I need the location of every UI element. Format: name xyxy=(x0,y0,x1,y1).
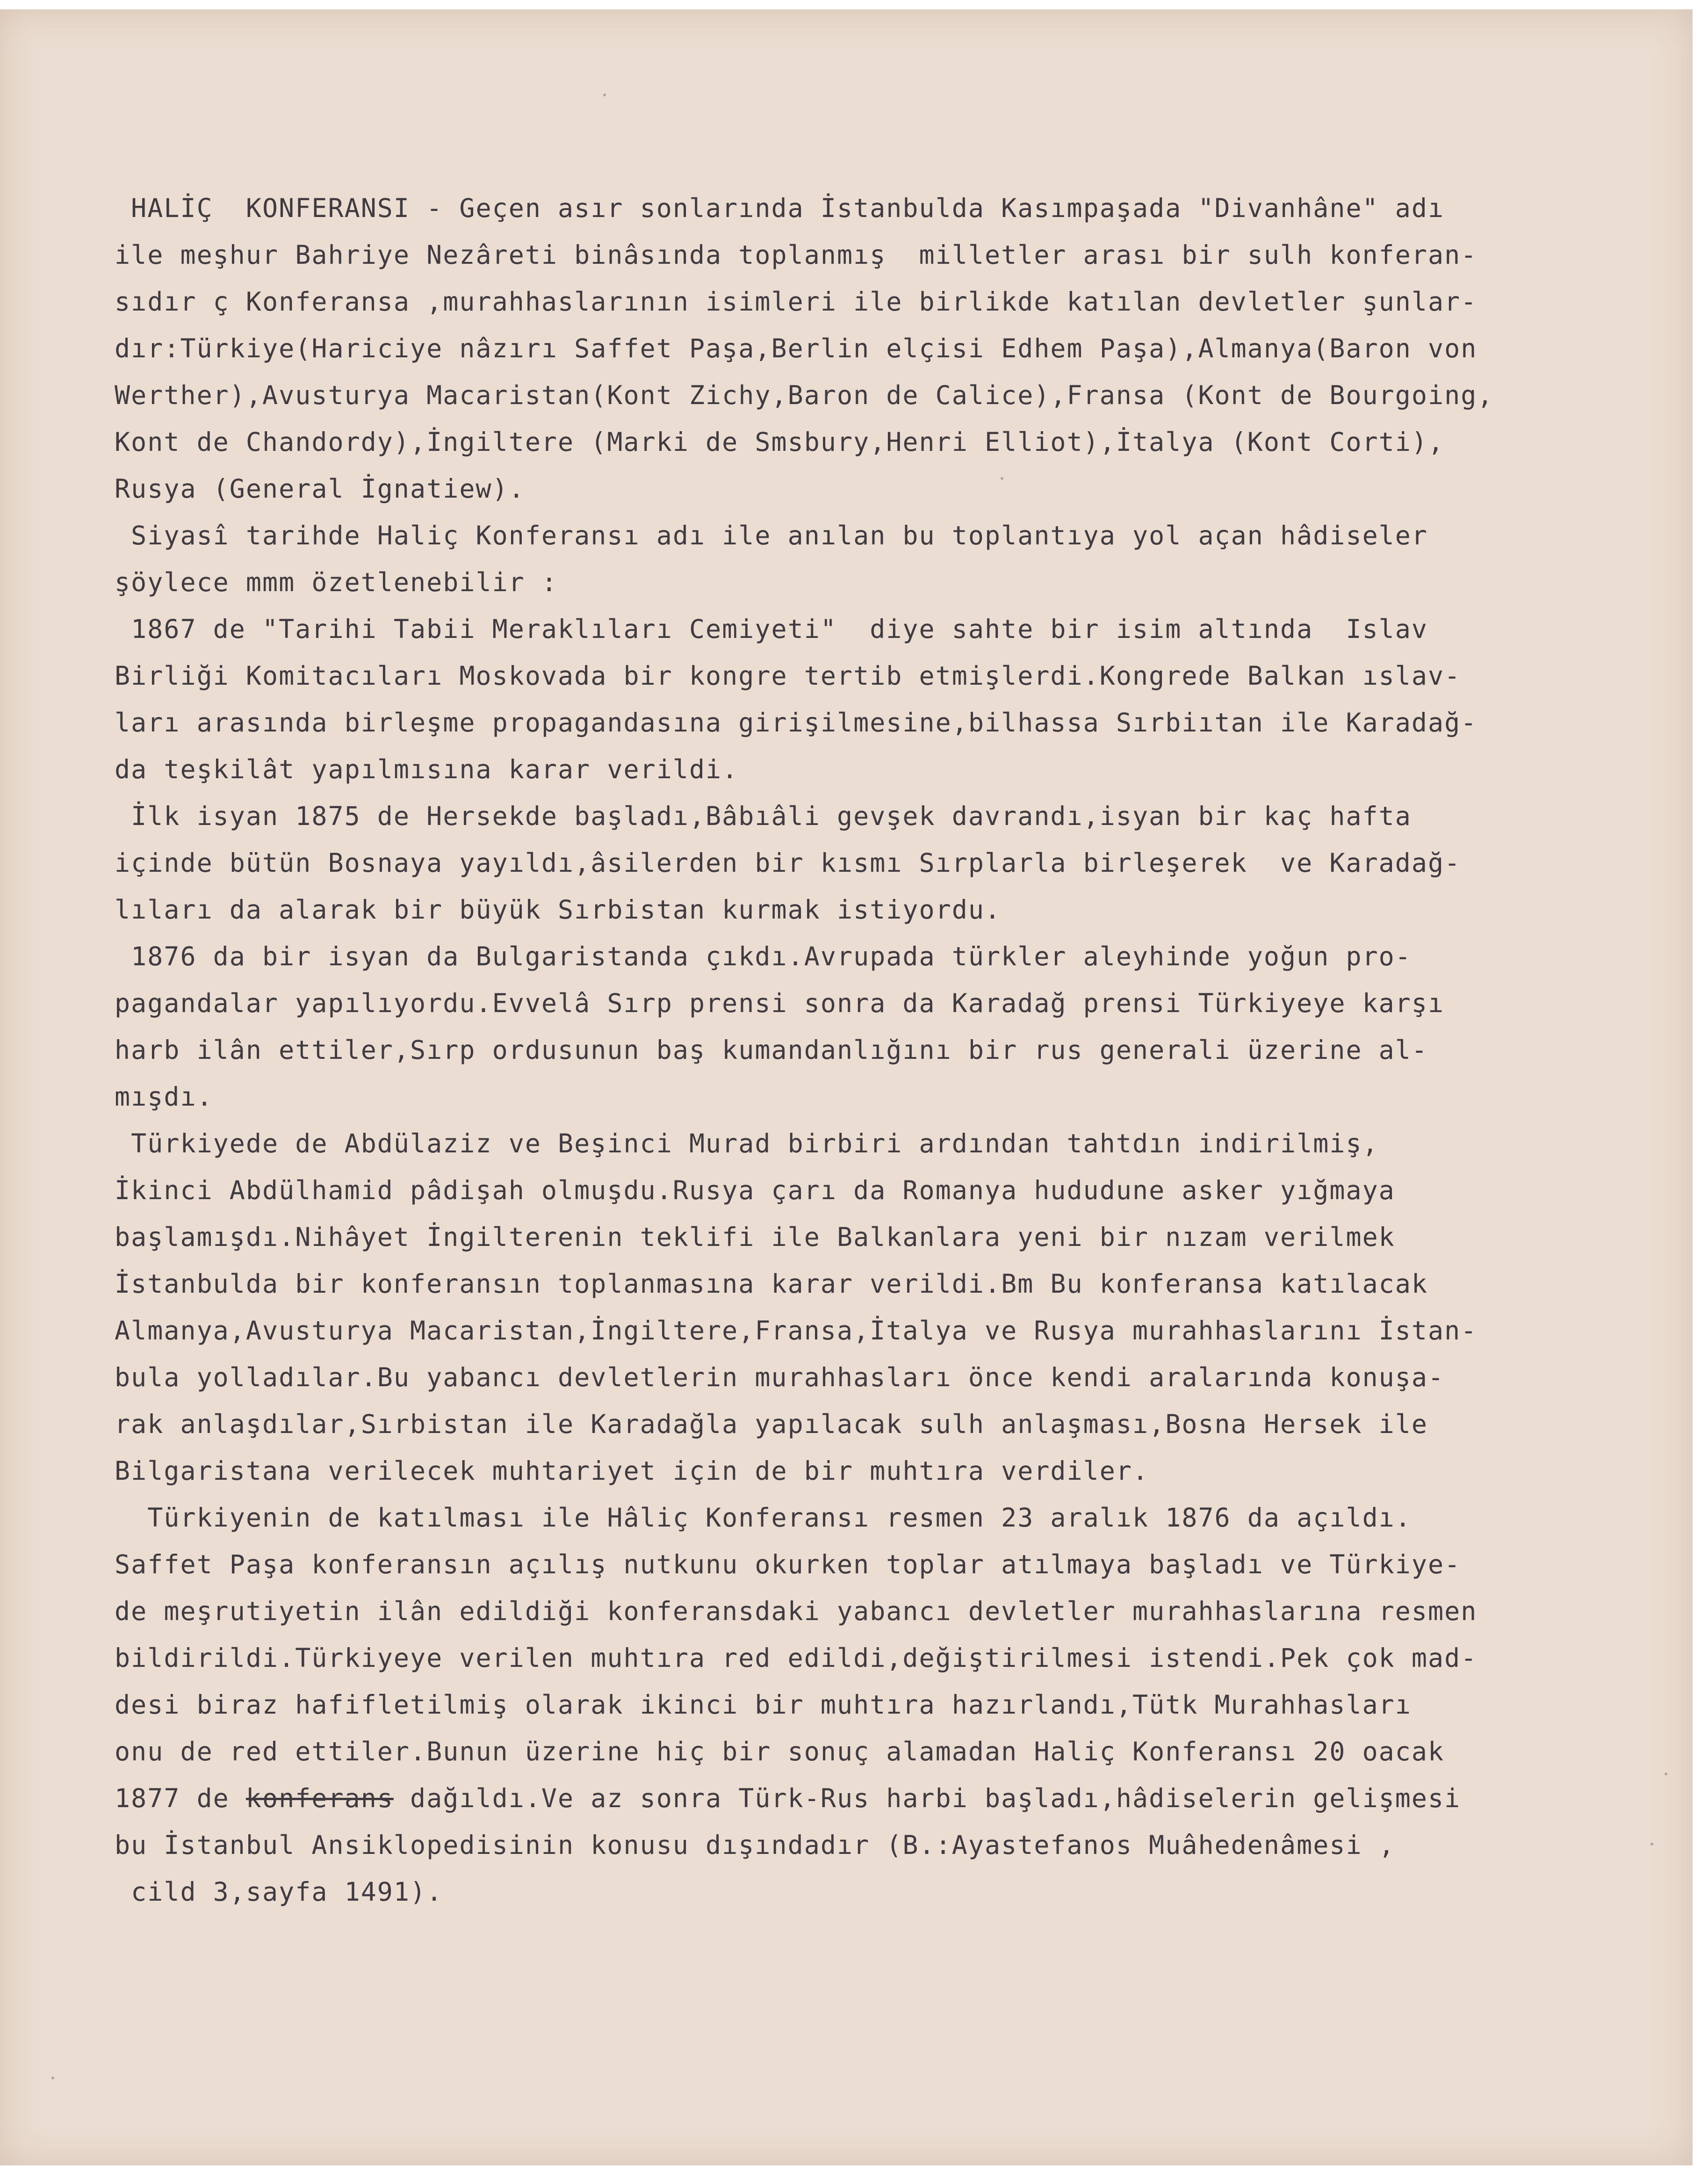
text-line: Siyasî tarihde Haliç Konferansı adı ile anılan bu toplantıya yol açan hâdiseler xyxy=(115,521,1428,550)
paper-speck xyxy=(1001,477,1003,480)
paper-speck xyxy=(603,94,606,96)
text-line: Werther),Avusturya Macaristan(Kont Zichy,Baron de Calice),Fransa (Kont de Bourgoing, xyxy=(115,380,1494,410)
text-line: sıdır ç Konferansa ,murahhaslarının isimleri ile birlikde katılan devletler şunlar- xyxy=(115,287,1477,317)
text-line: içinde bütün Bosnaya yayıldı,âsilerden bir kısmı Sırplarla birleşerek ve Karadağ- xyxy=(115,848,1461,878)
struck-word: konferans xyxy=(245,1783,394,1813)
line-rest: dağıldı.Ve az sonra Türk-Rus harbi başladı,hâdiselerin gelişmesi xyxy=(393,1783,1461,1813)
text-line: bu İstanbul Ansiklopedisinin konusu dışındadır (B.:Ayastefanos Muâhedenâmesi , xyxy=(115,1830,1395,1860)
document-page xyxy=(0,9,1693,2165)
text-line: 1867 de "Tarihi Tabii Meraklıları Cemiyeti" diye sahte bir isim altında Islav xyxy=(115,614,1428,644)
text-line: Rusya (General İgnatiew). xyxy=(115,474,525,504)
text-line: ile meşhur Bahriye Nezâreti binâsında toplanmış milletler arası bir sulh konferan- xyxy=(115,240,1477,270)
text-line: Türkiyede de Abdülaziz ve Beşinci Murad birbiri ardından tahtdın indirilmiş, xyxy=(115,1129,1379,1158)
paper-speck xyxy=(1665,1773,1667,1775)
text-line: İkinci Abdülhamid pâdişah olmuşdu.Rusya çarı da Romanya hududune asker yığmaya xyxy=(115,1175,1395,1205)
text-line: onu de red ettiler.Bunun üzerine hiç bir sonuç alamadan Haliç Konferansı 20 oacak xyxy=(115,1737,1445,1766)
text-line: rak anlaşdılar,Sırbistan ile Karadağla yapılacak sulh anlaşması,Bosna Hersek ile xyxy=(115,1409,1428,1439)
text-line-with-strikeout xyxy=(115,1775,1681,1822)
text-line: mışdı. xyxy=(115,1082,213,1112)
text-line: Kont de Chandordy),İngiltere (Marki de Smsbury,Henri Elliot),İtalya (Kont Corti), xyxy=(115,427,1445,457)
text-line: Türkiyenin de katılması ile Hâliç Konferansı resmen 23 aralık 1876 da açıldı. xyxy=(115,1503,1412,1533)
text-line: Almanya,Avusturya Macaristan,İngiltere,Fransa,İtalya ve Rusya murahhaslarını İstan- xyxy=(115,1316,1477,1346)
typed-text-body xyxy=(115,185,1681,1915)
text-line: HALİÇ KONFERANSI - Geçen asır sonlarında İstanbulda Kasımpaşada "Divanhâne" adı xyxy=(115,193,1445,223)
paper-speck xyxy=(51,2077,54,2079)
text-line: da teşkilât yapılmısına karar verildi. xyxy=(115,754,739,784)
paper-speck xyxy=(1650,1843,1653,1845)
text-line: bula yolladılar.Bu yabancı devletlerin murahhasları önce kendi aralarında konuşa- xyxy=(115,1362,1445,1392)
text-line: İstanbulda bir konferansın toplanmasına karar verildi.Bm Bu konferansa katılacak xyxy=(115,1269,1428,1299)
text-line: cild 3,sayfa 1491). xyxy=(115,1877,443,1907)
text-line: Saffet Paşa konferansın açılış nutkunu okurken toplar atılmaya başladı ve Türkiye- xyxy=(115,1549,1461,1579)
text-line: başlamışdı.Nihâyet İngilterenin teklifi ile Balkanlara yeni bir nızam verilmek xyxy=(115,1222,1395,1252)
text-line: pagandalar yapılıyordu.Evvelâ Sırp prensi sonra da Karadağ prensi Türkiyeye karşı xyxy=(115,988,1445,1018)
text-line: şöylece mmm özetlenebilir : xyxy=(115,567,558,597)
text-line: ları arasında birleşme propagandasına girişilmesine,bilhassa Sırbiıtan ile Karadağ- xyxy=(115,708,1477,738)
text-line: dır:Türkiye(Hariciye nâzırı Saffet Paşa,Berlin elçisi Edhem Paşa),Almanya(Baron von xyxy=(115,333,1477,363)
text-line: Birliği Komitacıları Moskovada bir kongre tertib etmişlerdi.Kongrede Balkan ıslav- xyxy=(115,661,1461,691)
text-line: Bilgaristana verilecek muhtariyet için de bir muhtıra verdiler. xyxy=(115,1456,1149,1486)
text-line: harb ilân ettiler,Sırp ordusunun baş kumandanlığını bir rus generali üzerine al- xyxy=(115,1035,1428,1065)
line-prefix: 1877 de xyxy=(115,1783,246,1813)
text-line: bildirildi.Türkiyeye verilen muhtıra red edildi,değiştirilmesi istendi.Pek çok mad- xyxy=(115,1643,1477,1673)
text-line: 1876 da bir isyan da Bulgaristanda çıkdı.Avrupada türkler aleyhinde yoğun pro- xyxy=(115,941,1412,971)
text-line: İlk isyan 1875 de Hersekde başladı,Bâbıâli gevşek davrandı,isyan bir kaç hafta xyxy=(115,801,1412,831)
text-line: desi biraz hafifletilmiş olarak ikinci bir muhtıra hazırlandı,Tütk Murahhasları xyxy=(115,1690,1412,1720)
text-line: de meşrutiyetin ilân edildiği konferansdaki yabancı devletler murahhaslarına resmen xyxy=(115,1596,1477,1626)
text-line: lıları da alarak bir büyük Sırbistan kurmak istiyordu. xyxy=(115,895,1002,925)
